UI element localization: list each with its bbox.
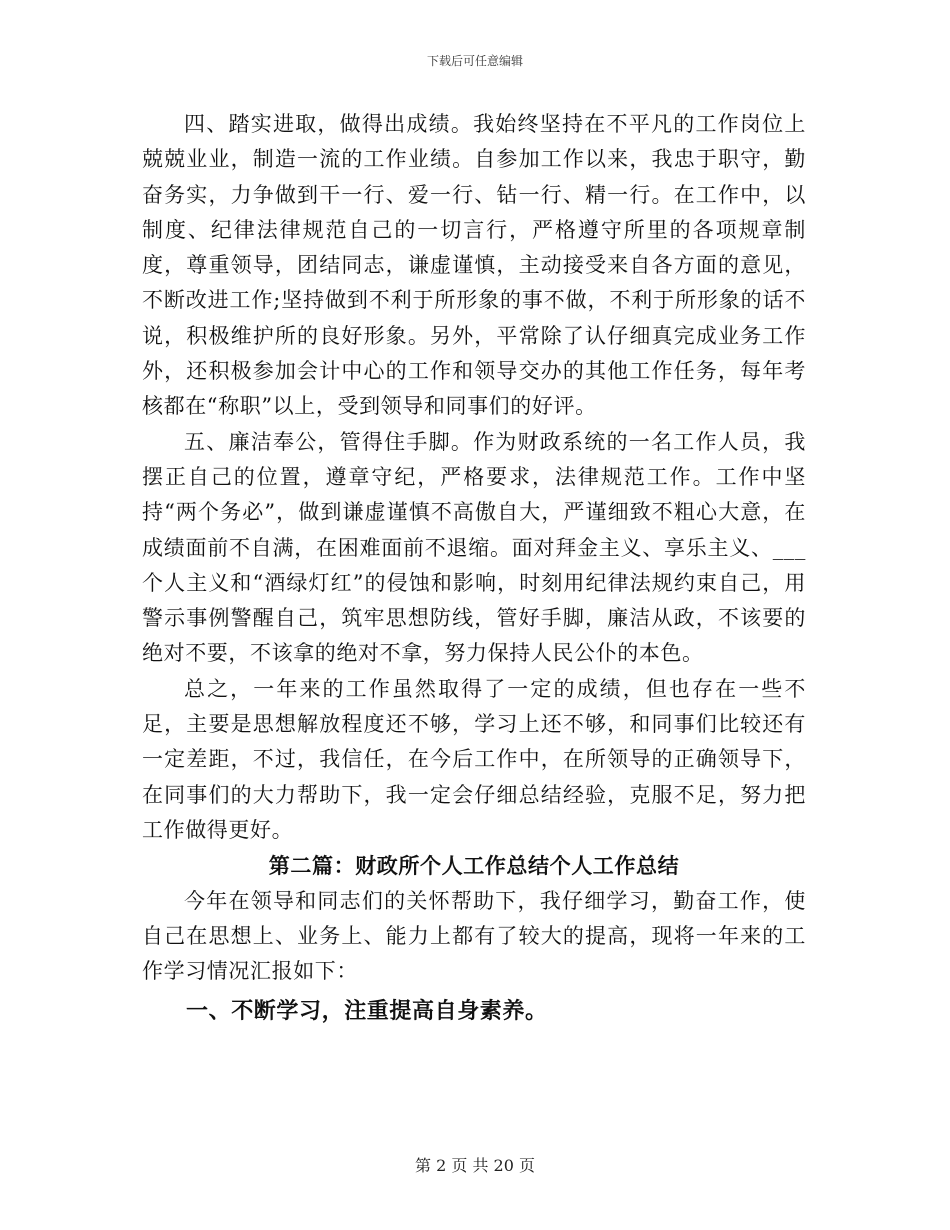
paragraph-summary: 总之，一年来的工作虽然取得了一定的成绩，但也存在一些不足，主要是思想解放程度还不够，学习上还不够，和同事们比较还有一定差距，不过，我信任，在今后工作中，在所领导的正确领导下，在同事们的大力帮助下，我一定会仔细总结经验，克服不足，努力把工作做得更好。 — [142, 676, 806, 842]
section-title: 第二篇：财政所个人工作总结个人工作总结 — [268, 853, 680, 879]
paragraph-five-integrity: 五、廉洁奉公，管得住手脚。作为财政系统的一名工作人员，我摆正自己的位置，遵章守纪，严格要求，法律规范工作。工作中坚持“两个务必”，做到谦虚谨慎不高傲自大，严谨细致不粗心大意，在成绩面前不自满，在困难面前不退缩。面对拜金主义、享乐主义、___个人主义和“酒绿灯红”的侵蚀和影响，时刻用纪律法规约束自己，用警示事例警醒自己，筑牢思想防线，管好手脚，廉洁从政，不该要的绝对不要，不该拿的绝对不拿，努力保持人民公仆的本色。 — [142, 429, 806, 666]
page-header: 下载后可任意编辑 — [426, 54, 523, 68]
paragraph-intro: 今年在领导和同志们的关怀帮助下，我仔细学习，勤奋工作，使自己在思想上、业务上、能力上都有了较大的提高，现将一年来的工作学习情况汇报如下： — [142, 888, 806, 984]
paragraph-four-progress: 四、踏实进取，做得出成绩。我始终坚持在不平凡的工作岗位上兢兢业业，制造一流的工作业绩。自参加工作以来，我忠于职守，勤奋务实，力争做到干一行、爱一行、钻一行、精一行。在工作中，以制度、纪律法律规范自己的一切言行，严格遵守所里的各项规章制度，尊重领导，团结同志，谦虚谨慎，主动接受来自各方面的意见，不断改进工作;坚持做到不利于所形象的事不做，不利于所形象的话不说，积极维护所的良好形象。另外，平常除了认仔细真完成业务工作外，还积极参加会计中心的工作和领导交办的其他工作任务，每年考核都在“称职”以上，受到领导和同事们的好评。 — [142, 112, 806, 419]
document-body — [142, 107, 806, 1031]
page-footer: 第 2 页 共 20 页 — [415, 1156, 535, 1175]
sub-heading: 一、不断学习，注重提高自身素养。 — [186, 998, 548, 1025]
